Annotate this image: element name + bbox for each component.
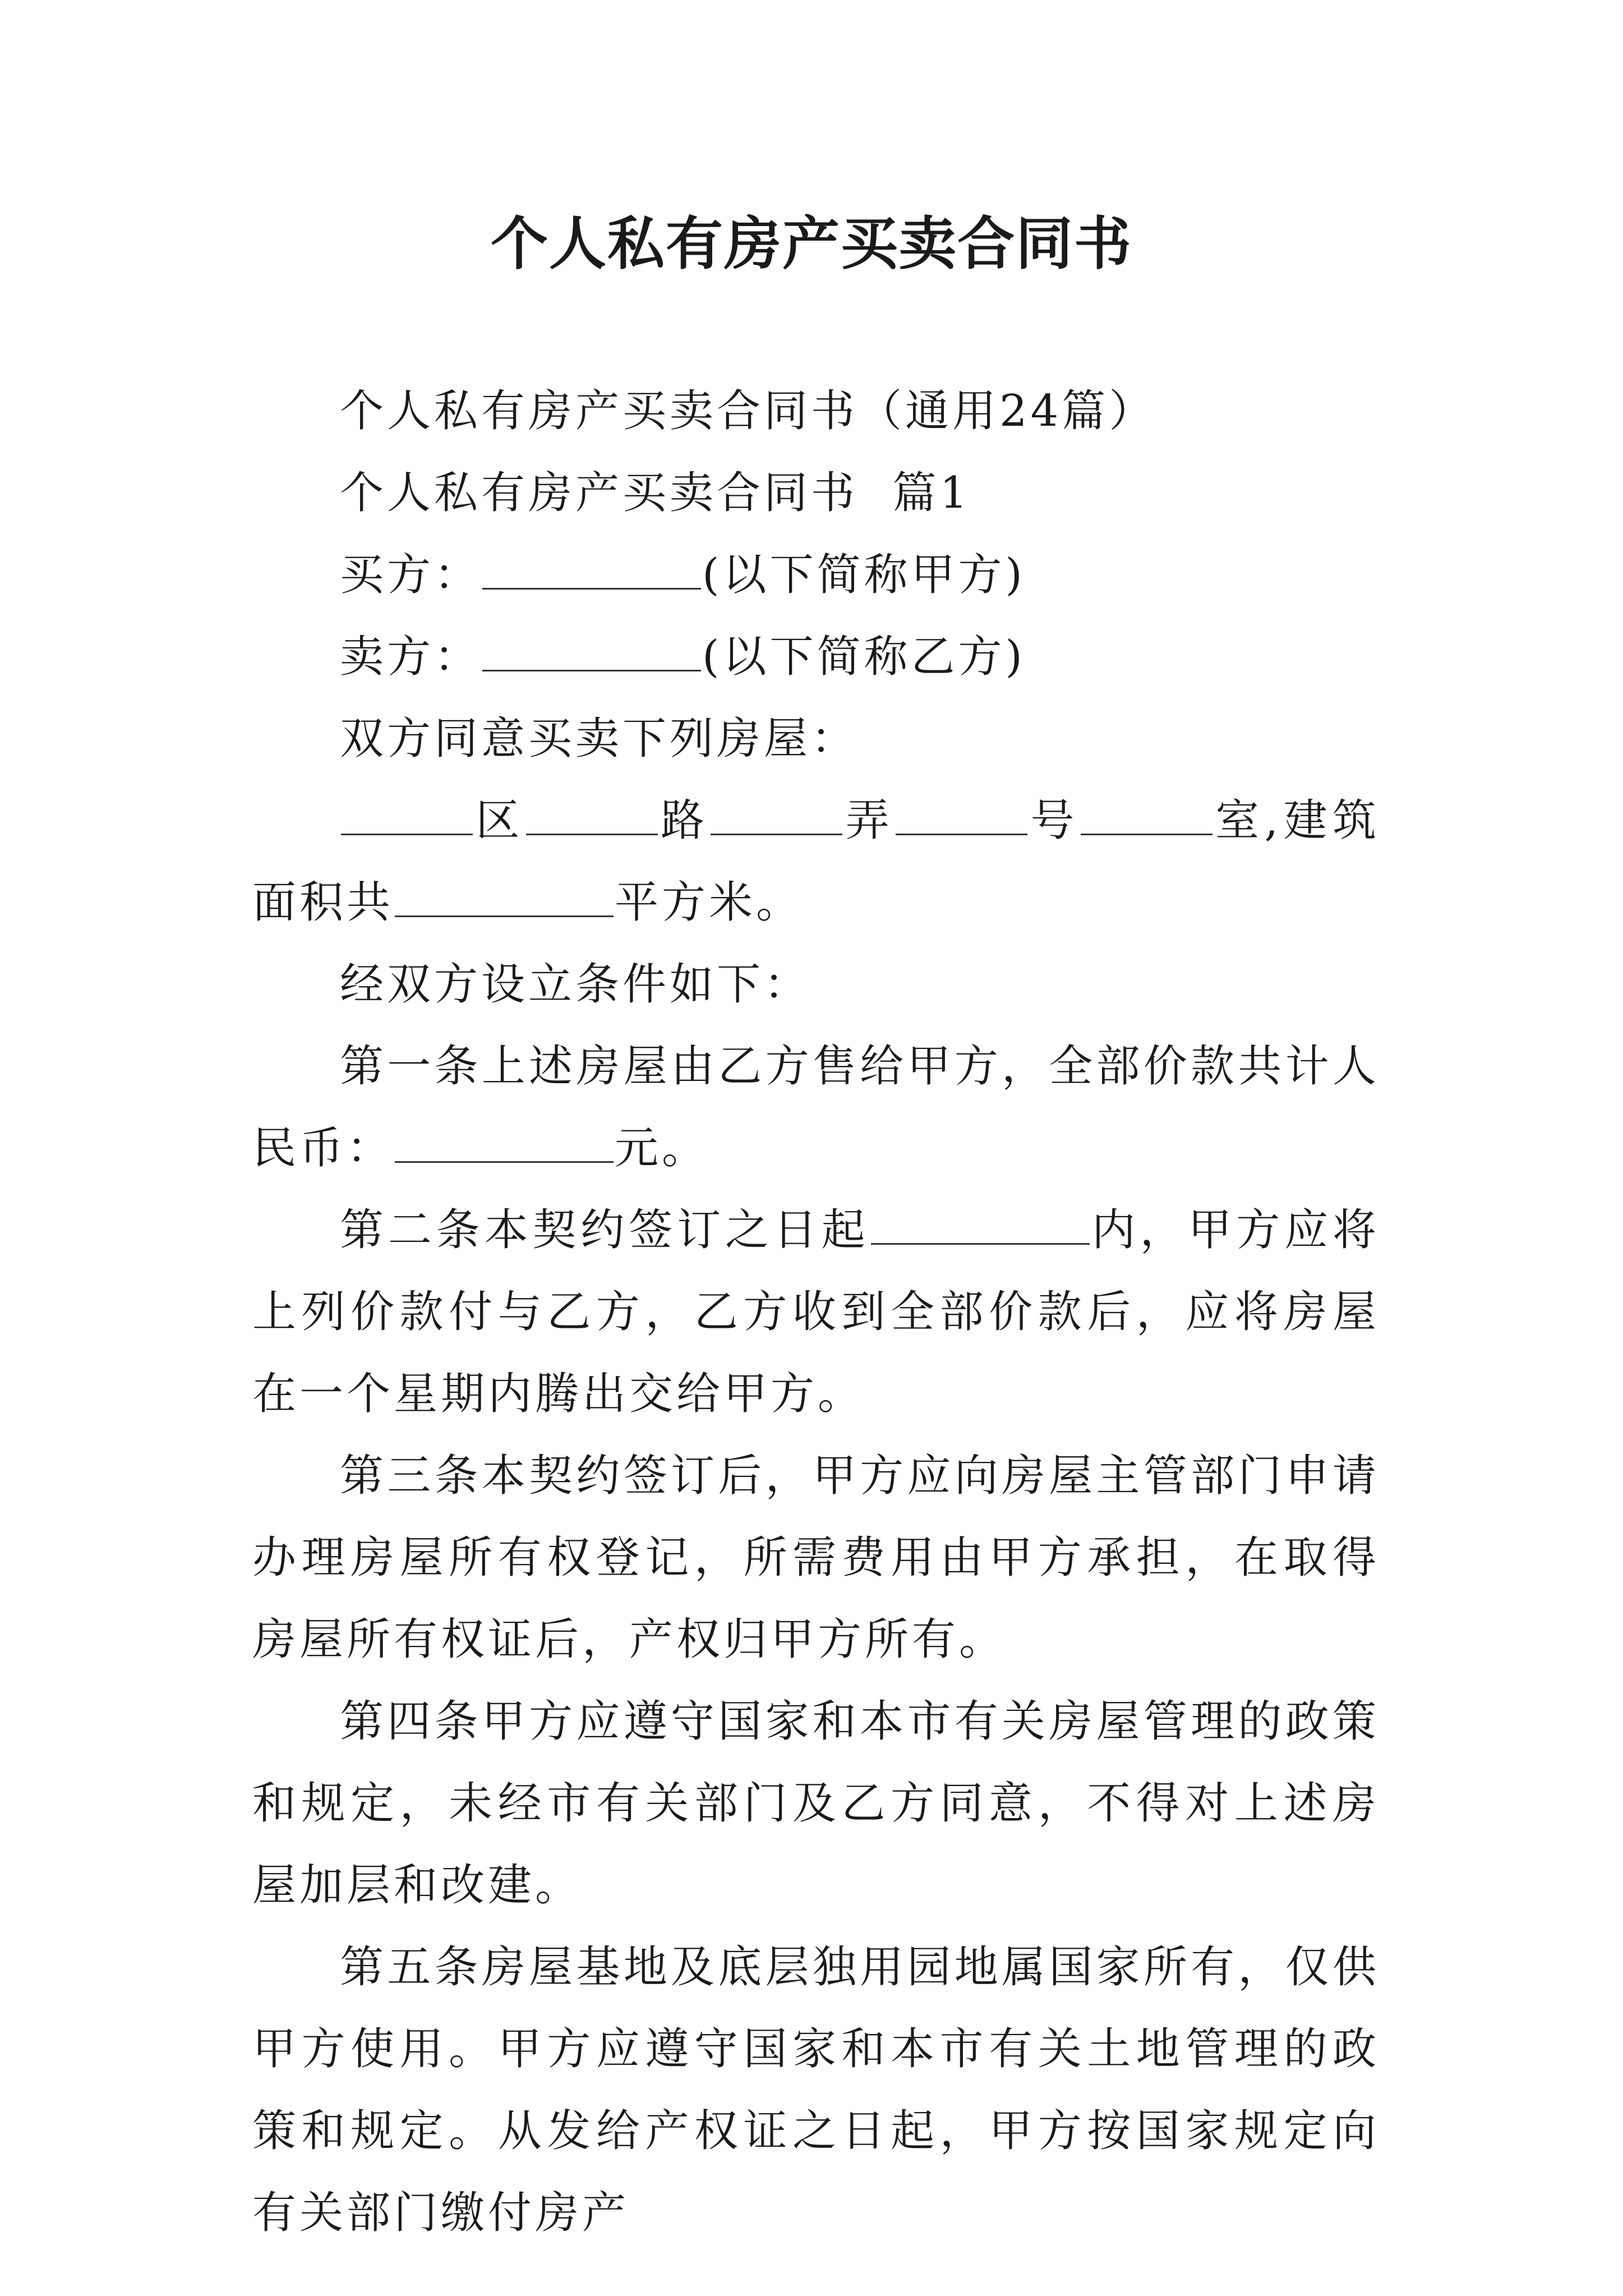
price-blank [395, 1124, 614, 1163]
seller-label: 卖方： [340, 632, 482, 682]
seller-name-blank [482, 632, 701, 671]
seller-suffix: (以下简称乙方) [702, 632, 1026, 682]
lane-blank [711, 796, 842, 835]
article-1-text: 第一条上述房屋由乙方售给甲方，全部价款共计人民币： [252, 1041, 1380, 1174]
article-4: 第四条甲方应遵守国家和本市有关房屋管理的政策和规定，未经市有关部门及乙方同意，不得对上述房屋加层和改建。 [252, 1696, 1380, 1911]
room-area-prefix: 室,建筑面积共 [252, 795, 1380, 928]
road-blank [526, 796, 658, 835]
road-label: 路 [658, 795, 710, 846]
article-2 [252, 1189, 1380, 1435]
article-3: 第三条本契约签订后，甲方应向房屋主管部门申请办理房屋所有权登记，所需费用由甲方承担，在取得房屋所有权证后，产权归甲方所有。 [252, 1451, 1380, 1665]
article-2-text: 内，甲方应将上列价款付与乙方，乙方收到全部价款后，应将房屋在一个星期内腾出交给甲方。 [252, 1205, 1380, 1419]
number-label: 号 [1029, 795, 1080, 846]
article-1-suffix: 元。 [615, 1123, 709, 1174]
buyer-line [252, 534, 1380, 616]
document-body [252, 370, 1380, 2254]
buyer-name-blank [482, 550, 701, 590]
district-label: 区 [474, 795, 525, 846]
district-blank [341, 796, 473, 835]
buyer-suffix: (以下简称甲方) [702, 550, 1026, 600]
conditions-intro: 经双方设立条件如下： [340, 959, 811, 1010]
number-blank [896, 796, 1027, 835]
area-blank [395, 878, 614, 917]
address-paragraph [252, 780, 1380, 944]
area-unit: 平方米。 [615, 877, 804, 928]
document-subtitle: 个人私有房产买卖合同书（通用24篇） [340, 386, 1156, 436]
buyer-label: 买方： [340, 550, 482, 600]
article-2-prefix: 第二条本契约签订之日起 [340, 1205, 870, 1255]
room-blank [1081, 796, 1212, 835]
section-heading: 个人私有房产买卖合同书 篇1 [340, 468, 971, 518]
document-title: 个人私有房产买卖合同书 [491, 210, 1132, 278]
article-5: 第五条房屋基地及底层独用园地属国家所有，仅供甲方使用。甲方应遵守国家和本市有关土地管理的政策和规定。从发给产权证之日起，甲方按国家规定向有关部门缴付房产 [252, 1942, 1380, 2238]
seller-line [252, 616, 1380, 698]
payment-period-blank [871, 1205, 1090, 1245]
article-1 [252, 1025, 1380, 1189]
lane-label: 弄 [843, 795, 895, 846]
agreement-intro: 双方同意买卖下列房屋： [340, 714, 859, 764]
